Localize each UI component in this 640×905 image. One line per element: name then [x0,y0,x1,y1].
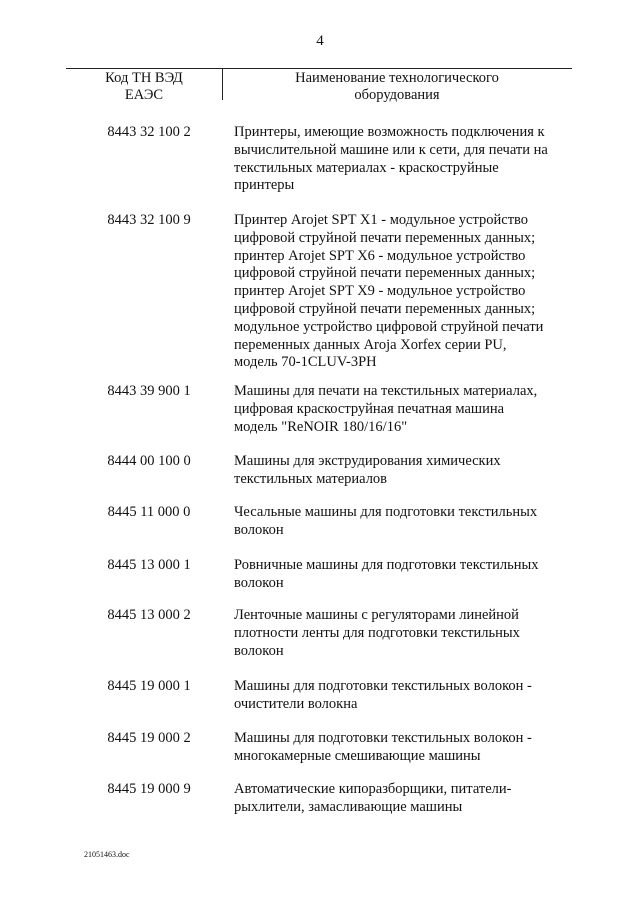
row-code: 8445 19 000 1 [107,678,191,694]
row-name: Машины для подготовки текстильных волокон - очистители волокна [234,678,532,712]
row-name: Ровничные машины для подготовки текстильных волокон [234,557,539,591]
header-name: Наименование технологического оборудования [295,70,499,103]
page-number: 4 [316,33,324,49]
row-name: Машины для экструдирования химических текстильных материалов [234,453,501,487]
row-name: Чесальные машины для подготовки текстильных волокон [234,504,538,538]
row-code: 8443 39 900 1 [107,383,191,399]
row-code: 8443 32 100 9 [107,212,191,228]
row-name: Ленточные машины с регуляторами линейной плотности ленты для подготовки текстильных волокон [234,607,520,659]
row-code: 8445 19 000 9 [107,781,191,797]
footer-document-code: 21051463.doc [84,850,130,859]
row-code: 8445 13 000 1 [107,557,191,573]
row-code: 8445 19 000 2 [107,730,191,746]
header-code: Код ТН ВЭД ЕАЭС [105,70,183,103]
row-code: 8445 13 000 2 [107,607,191,623]
row-name: Принтер Arojet SPT X1 - модульное устройство цифровой струйной печати переменных данных; принтер Arojet SPT X6 - модульное устройство цифровой струйной печати переменных данных; принтер Arojet SPT X9 - модульное устройство цифровой струйной печати переменных данных; модульное устройство цифровой струйной печати переменных данных Aroja Xorfex серии PU, модель 70-1CLUV-3PH [234,212,544,371]
table-top-rule [66,68,572,69]
row-name: Принтеры, имеющие возможность подключения к вычислительной машине или к сети, для печати на текстильных материалах - краскоструйные принтеры [234,124,548,194]
row-name: Машины для подготовки текстильных волокон - многокамерные смешивающие машины [234,730,532,764]
row-code: 8444 00 100 0 [107,453,191,469]
row-code: 8443 32 100 2 [107,124,191,140]
row-code: 8445 11 000 0 [107,504,191,520]
row-name: Машины для печати на текстильных материалах, цифровая краскоструйная печатная машина модель "ReNOIR 180/16/16" [234,383,538,435]
row-name: Автоматические кипоразборщики, питатели- рыхлители, замасливающие машины [234,781,512,815]
